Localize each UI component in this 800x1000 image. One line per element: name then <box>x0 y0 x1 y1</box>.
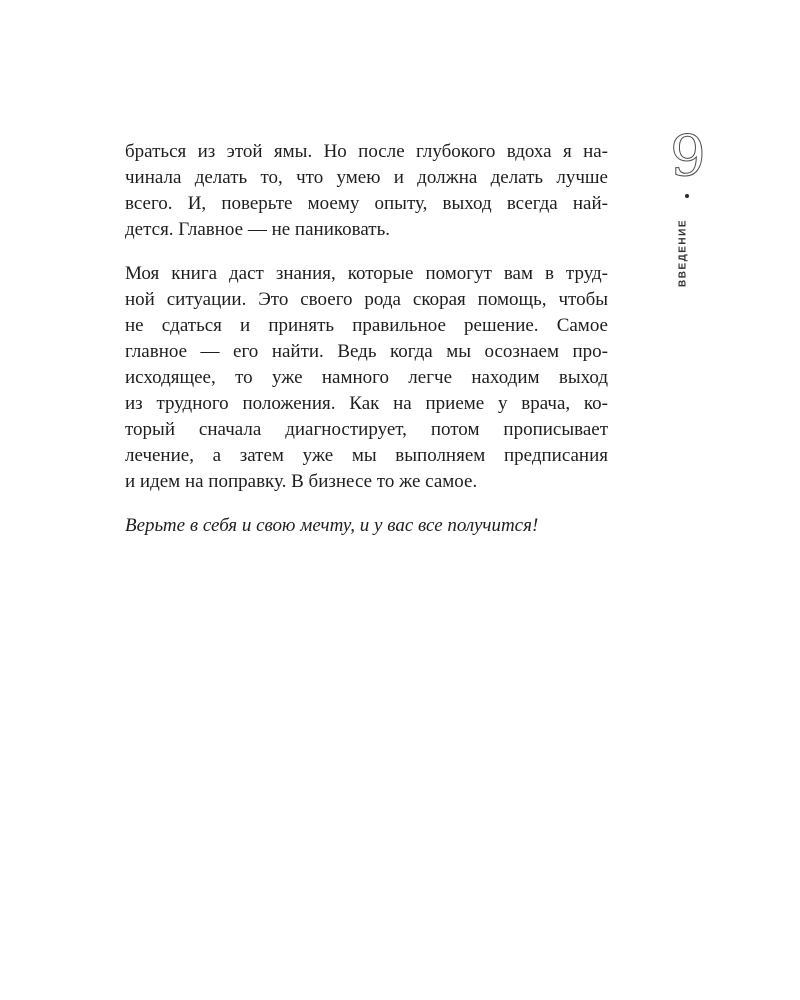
text-line: торый сначала диагностирует, потом прописывает <box>125 419 608 440</box>
text-line: из трудного положения. Как на приеме у врача, ко- <box>125 393 608 414</box>
page-number <box>666 127 710 191</box>
text-line: чинала делать то, что умею и должна делать лучше <box>125 167 608 188</box>
text-line: лечение, а затем уже мы выполняем предписания <box>125 445 608 466</box>
paragraph-2 <box>125 261 608 495</box>
text-line: дется. Главное — не паниковать. <box>125 219 391 240</box>
text-line: Верьте в себя и свою мечту, и у вас все получится! <box>125 515 539 536</box>
body-text <box>125 139 608 557</box>
text-line: Моя книга даст знания, которые помогут вам в труд- <box>125 263 608 284</box>
page-number-glyph: 9 <box>670 127 706 189</box>
paragraph-1 <box>125 139 608 243</box>
text-line: главное — его найти. Ведь когда мы осознаем про- <box>125 341 608 362</box>
text-line: исходящее, то уже намного легче находим выход <box>125 367 608 388</box>
text-line: браться из этой ямы. Но после глубокого вдоха я на- <box>125 141 608 162</box>
dot-icon <box>685 194 689 198</box>
text-line: всего. И, поверьте моему опыту, выход всегда най- <box>125 193 608 214</box>
paragraph-motto <box>125 513 608 539</box>
text-line: ной ситуации. Это своего рода скорая помощь, чтобы <box>125 289 608 310</box>
text-line: и идем на поправку. В бизнесе то же самое. <box>125 471 478 492</box>
section-label: ВВЕДЕНИЕ <box>677 219 689 287</box>
text-line: не сдаться и принять правильное решение. Самое <box>125 315 608 336</box>
